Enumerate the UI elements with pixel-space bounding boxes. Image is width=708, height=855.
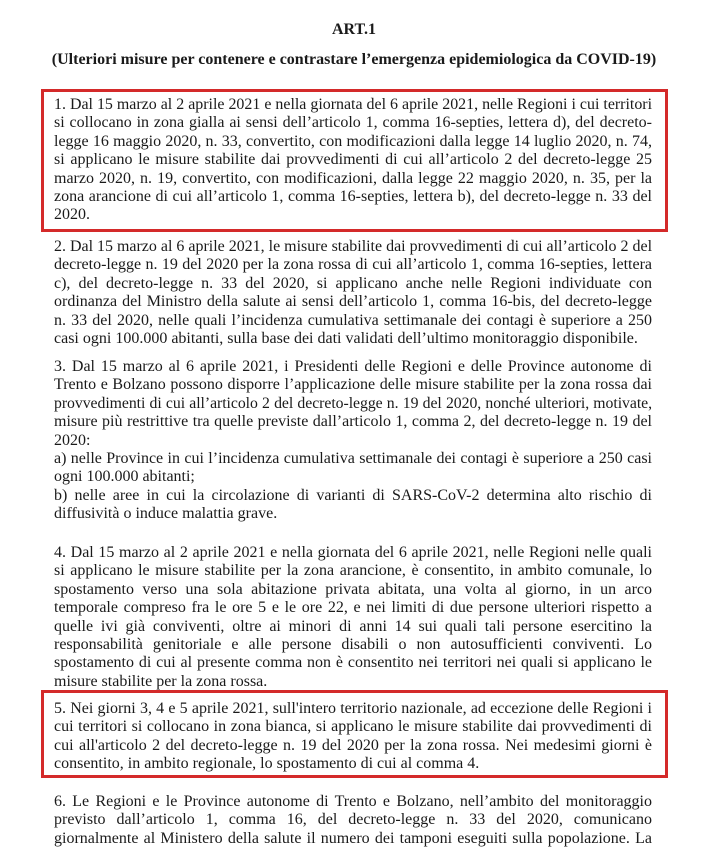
paragraph-1 xyxy=(54,96,652,225)
paragraph-line: ordinanza del Ministro della salute ai sensi dell’articolo 1, comma 16-bis, del decreto-legge xyxy=(54,293,652,311)
paragraph-line: n. 33 del 2020, nelle quali l’incidenza cumulativa settimanale dei contagi è superiore a 250 xyxy=(54,311,652,329)
paragraph-line: cui all'articolo 2 del decreto-legge n. 19 del 2020 per la zona rossa. Nei medesimi giorni è xyxy=(54,736,652,754)
paragraph-line: Trento e Bolzano possono disporre l’applicazione delle misure stabilite per la zona rossa dai xyxy=(54,376,652,394)
paragraph-line: casi ogni 100.000 abitanti, sulla base dei dati validati dell’ultimo monitoraggio disponibile. xyxy=(54,330,638,348)
paragraph-line: si applicano le misure stabilite dai provvedimenti di cui all’articolo 2 del decreto-legge 25 xyxy=(54,151,652,169)
paragraph-3 xyxy=(54,358,652,524)
paragraph-line: 2020. xyxy=(54,206,90,224)
paragraph-line: diffusività o induce malattia grave. xyxy=(54,505,278,523)
paragraph-line: 5. Nei giorni 3, 4 e 5 aprile 2021, sull'intero territorio nazionale, ad eccezione delle Regioni i xyxy=(54,700,652,717)
paragraph-line: temporale compreso fra le ore 5 e le ore 22, e nei limiti di due persone ulteriori rispetto a xyxy=(54,599,652,617)
paragraph-line: legge 16 maggio 2020, n. 33, convertito, con modificazioni dalla legge 14 luglio 2020, n. 74, xyxy=(54,132,652,150)
paragraph-line: c), del decreto-legge n. 33 del 2020, si applicano anche nelle Regioni individuate con xyxy=(54,274,652,292)
paragraph-line: responsabilità genitoriale e alle persone disabili o non autosufficienti conviventi. Lo xyxy=(54,636,652,654)
paragraph-5 xyxy=(54,700,652,774)
paragraph-line: cui territori si collocano in zona bianca, si applicano le misure stabilite dai provvedimenti di xyxy=(54,718,652,736)
paragraph-line: 2020: xyxy=(54,431,91,449)
paragraph-line: misure stabilite per la zona rossa. xyxy=(54,672,268,690)
paragraph-4 xyxy=(54,544,652,691)
paragraph-line: previsto dall’articolo 1, comma 16, del decreto-legge n. 33 del 2020, comunicano xyxy=(54,811,652,829)
paragraph-line: provvedimenti di cui all’articolo 2 del decreto-legge n. 19 del 2020, nonché ulteriori, motivate, xyxy=(54,394,652,412)
paragraph-6 xyxy=(54,793,652,848)
paragraph-line: 6. Le Regioni e le Province autonome di Trento e Bolzano, nell’ambito del monitoraggio xyxy=(54,793,652,810)
paragraph-line: spostamento di cui al presente comma non è consentito nei territori nei quali si applicano le xyxy=(54,654,652,672)
paragraph-line: marzo 2020, n. 19, convertito, con modificazioni, dalla legge 22 maggio 2020, n. 35, per la xyxy=(54,169,652,187)
paragraph-2 xyxy=(54,238,652,348)
paragraph-line: consentito, in ambito regionale, lo spostamento di cui al comma 4. xyxy=(54,755,480,773)
paragraph-line: a) nelle Province in cui l’incidenza cumulativa settimanale dei contagi è superiore a 250 casi xyxy=(54,450,652,468)
paragraph-line: 4. Dal 15 marzo al 2 aprile 2021 e nella giornata del 6 aprile 2021, nelle Regioni nelle quali xyxy=(54,544,652,561)
paragraph-line: si applicano le misure stabilite per la zona arancione, è consentito, in ambito comunale, lo xyxy=(54,562,652,580)
article-subtitle: (Ulteriori misure per contenere e contrastare l’emergenza epidemiologica da COVID-19) xyxy=(51,51,657,68)
article-title: ART.1 xyxy=(331,21,377,38)
paragraph-line: zona arancione di cui all’articolo 1, comma 16-septies, lettera b), del decreto-legge n. 33 del xyxy=(54,188,652,206)
paragraph-line: giornalmente al Ministero della salute il numero dei tamponi eseguiti sulla popolazione. La xyxy=(54,829,652,847)
paragraph-line: ogni 100.000 abitanti; xyxy=(54,468,195,486)
paragraph-line: misure più restrittive tra quelle previste dall’articolo 1, comma 2, del decreto-legge n. 19 del xyxy=(54,413,652,431)
paragraph-line: 2. Dal 15 marzo al 6 aprile 2021, le misure stabilite dai provvedimenti di cui all’articolo 2 del xyxy=(54,238,652,255)
paragraph-line: spostamento verso una sola abitazione privata abitata, una volta al giorno, in un arco xyxy=(54,580,652,598)
paragraph-line: decreto-legge n. 19 del 2020 per la zona rossa di cui all’articolo 1, comma 16-septies, lettera xyxy=(54,256,652,274)
paragraph-line: quelle ivi già conviventi, oltre ai minori di anni 14 sui quali tali persone esercitino la xyxy=(54,617,652,635)
paragraph-line: 1. Dal 15 marzo al 2 aprile 2021 e nella giornata del 6 aprile 2021, nelle Regioni i cui territori xyxy=(54,96,652,113)
paragraph-line: b) nelle aree in cui la circolazione di varianti di SARS-CoV-2 determina alto rischio di xyxy=(54,486,652,504)
paragraph-line: 3. Dal 15 marzo al 6 aprile 2021, i Presidenti delle Regioni e delle Province autonome di xyxy=(54,358,652,375)
paragraph-line: si collocano in zona gialla ai sensi dell’articolo 1, comma 16-septies, lettera d), del decreto- xyxy=(54,114,652,132)
